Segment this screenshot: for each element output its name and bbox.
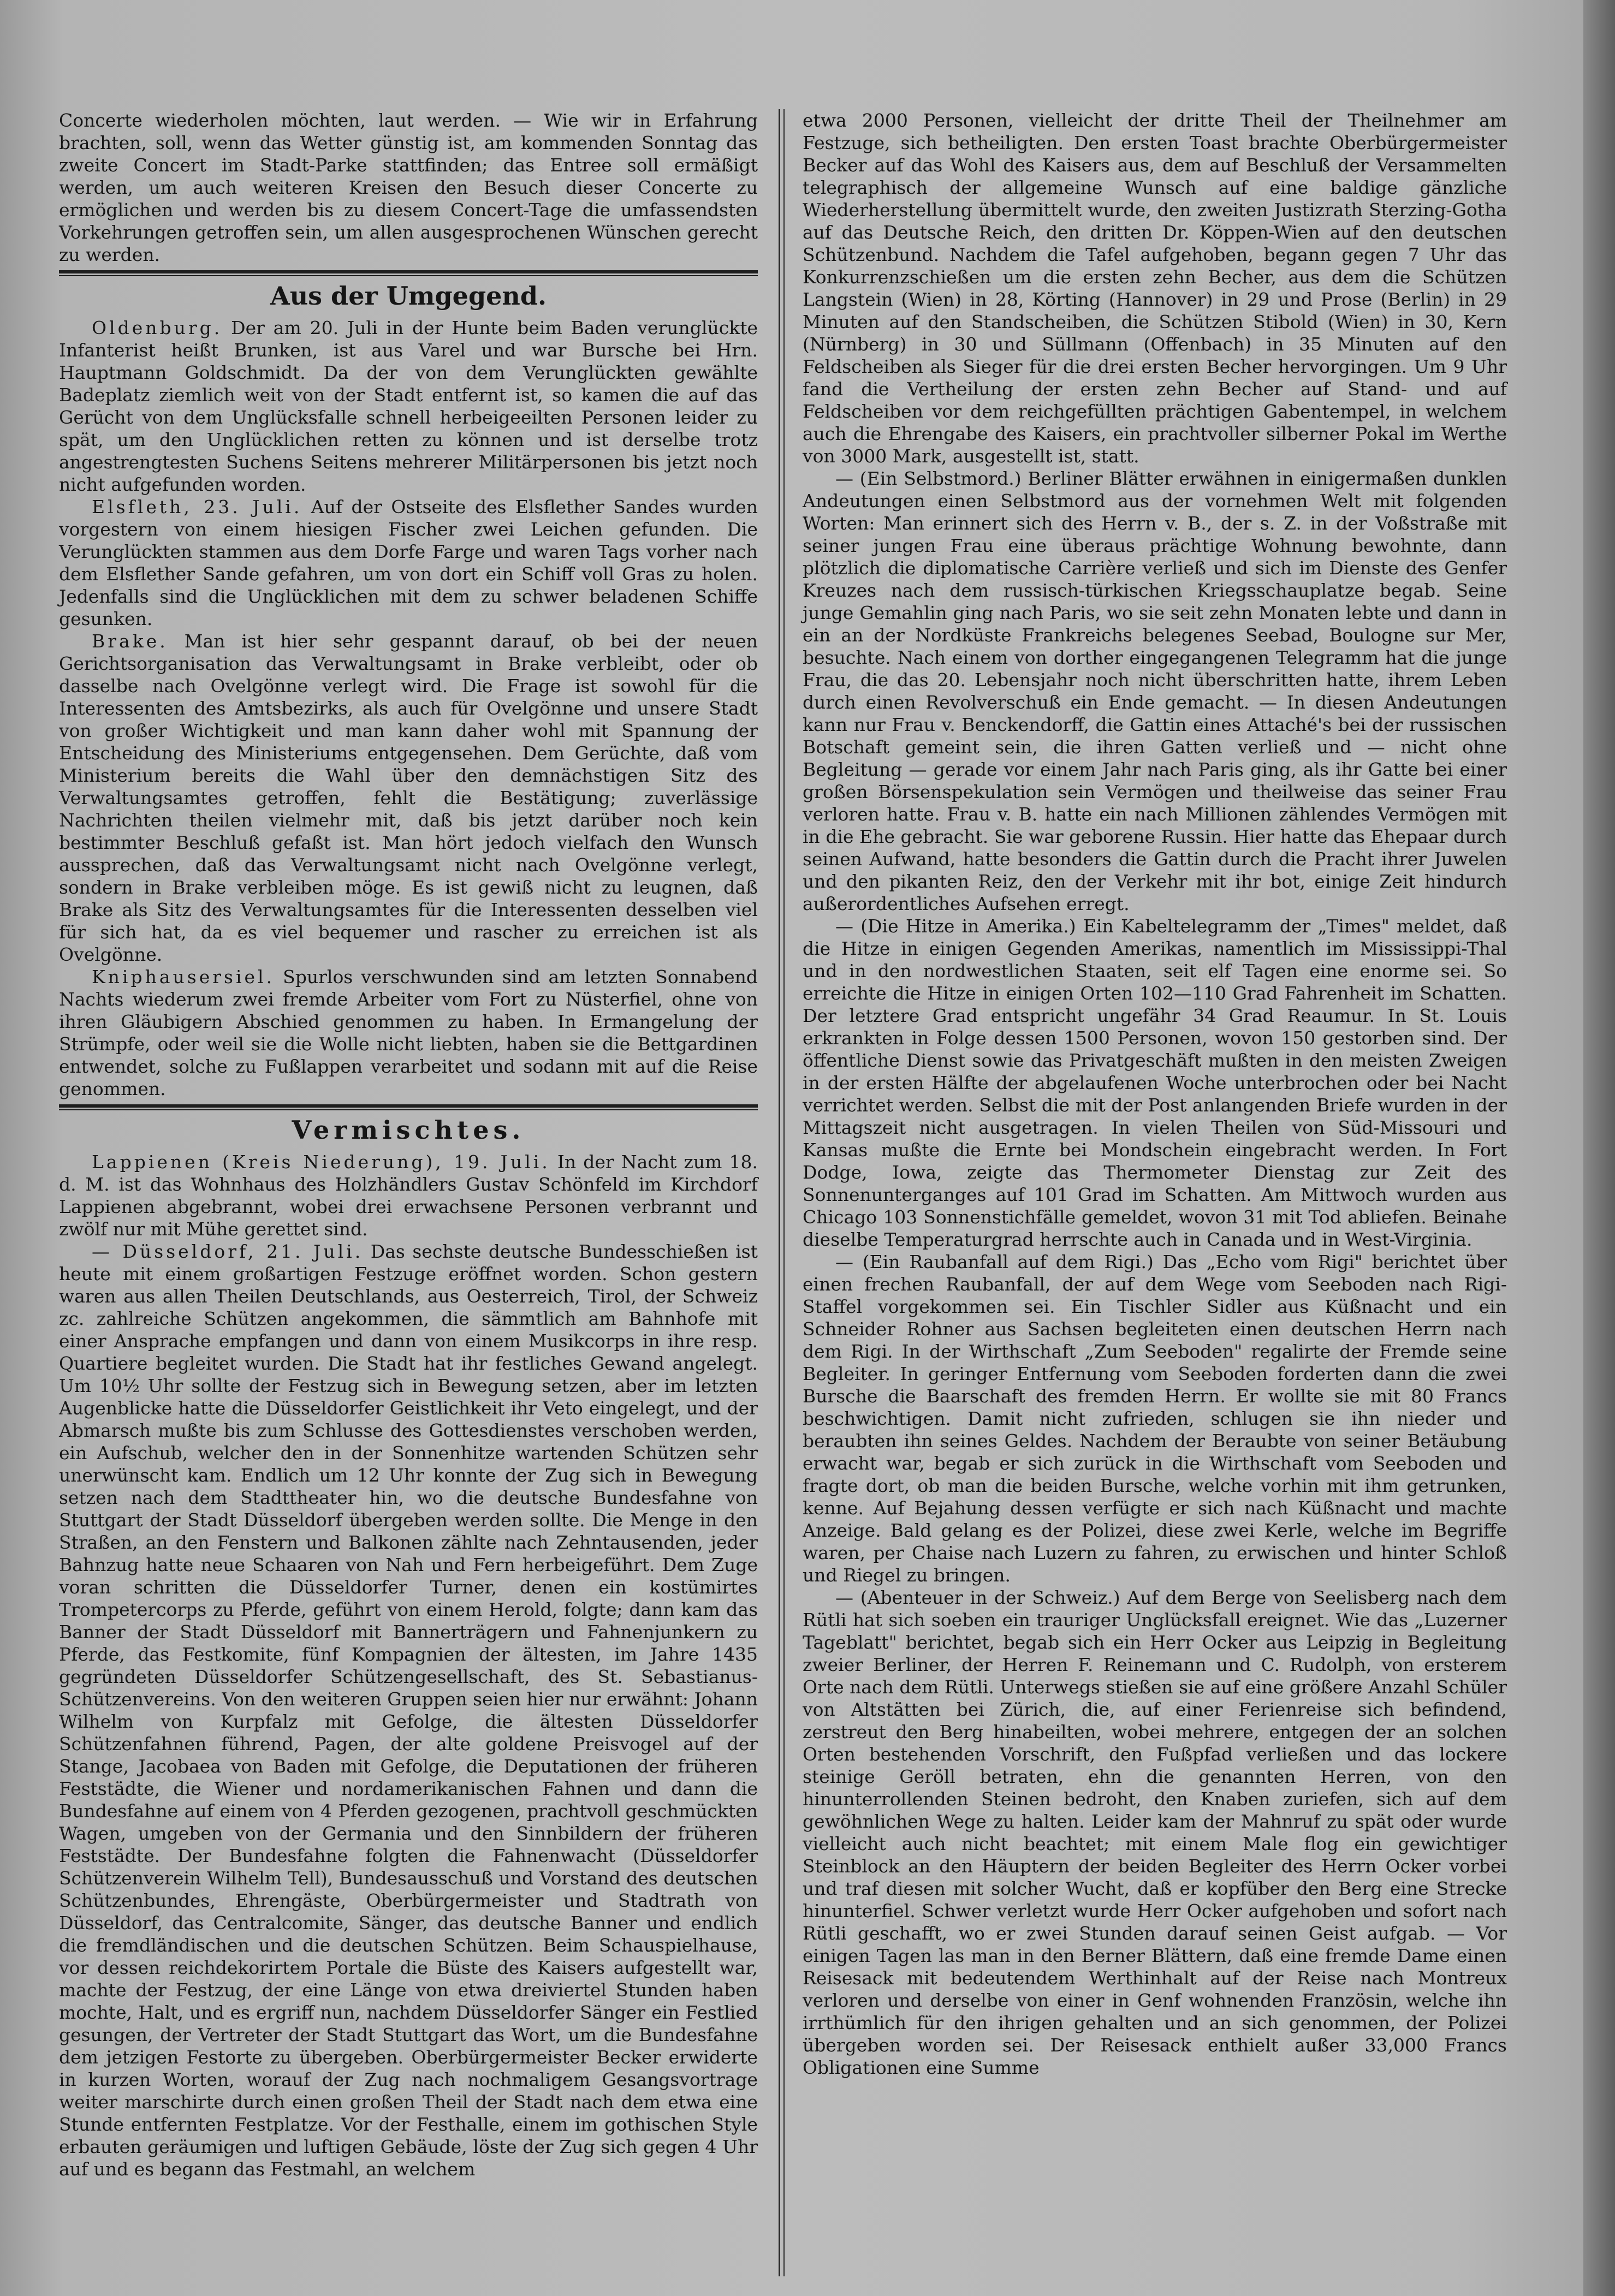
section-rule xyxy=(59,1104,758,1110)
abenteuer-lead: — (Abenteuer in der Schweiz.) xyxy=(835,1587,1120,1608)
hitze-article xyxy=(803,915,1507,1251)
kniphausersiel-dateline: Kniphausersiel. xyxy=(92,966,275,988)
duesseldorf-text: Das sechste deutsche Bundesschießen ist heute mit einem großartigen Festzuge eröffnet worden. Schon gestern waren aus allen Theilen Deutschlands, aus Oesterreich, Tirol, der Schweiz zc. zahlreiche Schützen angekommen, die sämmtlich am Bahnhofe mit einer Ansprache empfangen und dann von einem Musikcorps in ihre resp. Quartiere begleitet wurden. Die Stadt hat ihr festliches Gewand angelegt. Um 10½ Uhr sollte der Festzug sich in Bewegung setzen, aber im letzten Augenblicke hatte die Düsseldorfer Geistlichkeit ihr Veto eingelegt, und der Abmarsch mußte bis zum Schlusse des Gottesdienstes verschoben werden, ein Aufschub, welcher den in der Sonnenhitze wartenden Schützen sehr unerwünscht kam. Endlich um 12 Uhr konnte der Zug sich in Bewegung setzen nach dem Stadttheater hin, wo die deutsche Bundesfahne von Stuttgart der Stadt Düsseldorf übergeben werden sollte. Die Menge in den Straßen, an den Fenstern und Balkonen zählte nach Zehntausenden, jeder Bahnzug hatte neue Schaaren von Nah und Fern herbeigeführt. Dem Zuge voran schritten die Düsseldorfer Turner, denen ein kostümirtes Trompetercorps zu Pferde, geführt von einem Herold, folgte; dann kam das Banner der Stadt Düsseldorf mit Bannerträgern und Fahnenjunkern zu Pferde, das Festkomite, fünf Kompagnien der ältesten, im Jahre 1435 gegründeten Düsseldorfer Schützengesellschaft, des St. Sebastianus-Schützenvereins. Von den weiteren Gruppen seien hier nur erwähnt: Johann Wilhelm von Kurpfalz mit Gefolge, die ältesten Düsseldorfer Schützenfahnen führend, Pagen, der alte goldene Preisvogel auf der Stange, Jacobaea von Baden mit Gefolge, die Deputationen der früheren Feststädte, die Wiener und nordamerikanischen Fahnen und dann die Bundesfahne auf einem von 4 Pferden gezogenen, prachtvoll geschmückten Wagen, umgeben von der Germania und den Sinnbildern der früheren Feststädte. Der Bundesfahne folgten die Fahnenwacht (Düsseldorfer Schützenverein Wilhelm Tell), Bundesausschuß und Vorstand des deutschen Schützenbundes, Ehrengäste, Oberbürgermeister und Stadtrath von Düsseldorf, das Centralcomite, Sänger, das deutsche Banner und endlich die fremdländischen und die deutschen Schützen. Beim Schauspielhause, vor dessen reichdekorirtem Portale die Büste des Kaisers aufgestellt war, machte der Festzug, der eine Länge von etwa dreiviertel Stunden haben mochte, Halt, und es ergriff nun, nachdem Düsseldorfer Sänger ein Festlied gesungen, der Vertreter der Stadt Stuttgart das Wort, um die Bundesfahne dem jetzigen Festorte zu übergeben. Oberbürgermeister Becker erwiderte in kurzen Worten, worauf der Zug nach nochmaligem Gesangsvortrage weiter marschirte durch einen großen Theil der Stadt nach dem etwa eine Stunde entfernten Festplatze. Vor der Festhalle, einem im gothischen Style erbauten geräumigen und luftigen Gebäude, löste der Zug sich gegen 4 Uhr auf und es begann das Festmahl, an welchem xyxy=(59,1241,758,2180)
raubanfall-lead: — (Ein Raubanfall auf dem Rigi.) xyxy=(835,1251,1154,1272)
brake-text: Man ist hier sehr gespannt darauf, ob bei der neuen Gerichtsorganisation das Verwaltungsamt in Brake verbleibt, oder ob dasselbe nach Ovelgönne verlegt wird. Die Frage ist sowohl für die Interessenten des Amtsbezirks, als auch für Ovelgönne und unsere Stadt von großer Wichtigkeit und man kann daher wohl mit Spannung der Entscheidung des Ministeriums entgegensehen. Dem Gerüchte, daß vom Ministerium bereits die Wahl über den demnächstigen Sitz des Verwaltungsamtes getroffen, fehlt die Bestätigung; zuverlässige Nachrichten theilen vielmehr mit, daß bis jetzt darüber noch kein bestimmter Beschluß gefaßt ist. Man hört jedoch vielfach den Wunsch aussprechen, daß das Verwaltungsamt nicht nach Ovelgönne verlegt, sondern in Brake verbleiben möge. Es ist gewiß nicht zu leugnen, daß Brake als Sitz des Verwaltungsamtes für die Interessenten desselben viel für sich hat, da es viel bequemer und rascher zu erreichen ist als Ovelgönne. xyxy=(59,630,758,965)
right-column xyxy=(803,109,1507,2079)
selbstmord-text: Berliner Blätter erwähnen in einigermaßen dunklen Andeutungen einen Selbstmord aus der vornehmen Welt mit folgenden Worten: Man erinnert sich des Herrn v. B., der s. Z. in der Voßstraße mit seiner jungen Frau eine überaus prächtige Wohnung bewohnte, dann plötzlich die diplomatische Carrière verließ und sich im Dienste des Genfer Kreuzes nach dem russisch-türkischen Kriegsschauplatze begab. Seine junge Gemahlin ging nach Paris, wo sie seit zehn Monaten lebte und dann in ein an der Nordküste Frankreichs belegenes Seebad, Boulogne sur Mer, besuchte. Nach einem von dorther eingegangenen Telegramm hat die junge Frau, die das 20. Lebensjahr noch nicht überschritten hatte, ihrem Leben durch einen Revolverschuß ein Ende gemacht. — In diesen Andeutungen kann nur Frau v. Benckendorff, die Gattin eines Attaché's bei der russischen Botschaft gemeint sein, die ihren Gatten verließ und — nicht ohne Begleitung — gerade vor einem Jahr nach Paris ging, als ihr Gatte bei einer großen Börsenspekulation sein Vermögen und theilweise das seiner Frau verloren hatte. Frau v. B. hatte ein nach Millionen zählendes Vermögen mit in die Ehe gebracht. Sie war geborene Russin. Hier hatte das Ehepaar durch seinen Aufwand, hatte besonders die Gattin durch die Pracht ihrer Juwelen und den pikanten Reiz, den der Verkehr mit ihr bot, einige Zeit hindurch außerordentliches Aufsehen erregt. xyxy=(803,468,1507,914)
festmahl-paragraph: etwa 2000 Personen, vielleicht der dritte Theil der Theilnehmer am Festzuge, sich betheiligten. Den ersten Toast brachte Oberbürgermeister Becker auf das Wohl des Kaisers aus, dem auf Beschluß der Versammelten telegraphisch der allgemeine Wunsch auf eine baldige gänzliche Wiederherstellung übermittelt wurde, den zweiten Justizrath Sterzing-Gotha auf das Deutsche Reich, den dritten Dr. Köppen-Wien auf den deutschen Schützenbund. Nachdem die Tafel aufgehoben, begann gegen 7 Uhr das Konkurrenzschießen um die ersten zehn Becher, aus dem die Schützen Langstein (Wien) in 28, Körting (Hannover) in 29 und Prose (Berlin) in 29 Minuten auf den Standscheiben, die Schützen Stibold (Wien) in 30, Kern (Nürnberg) in 30 und Süllmann (Offenbach) in 35 Minuten auf den Feldscheiben als Sieger für die drei ersten Becher hervorgingen. Um 9 Uhr fand die Vertheilung der ersten zehn Becher auf Stand- und auf Feldscheiben vor dem reichgefüllten prächtigen Gabentempel, in welchem auch die Ehrengabe des Kaisers, ein prachtvoller silberner Pokal im Werthe von 3000 Mark, ausgestellt ist, statt. xyxy=(803,110,1507,467)
elsfleth-dateline: Elsfleth, 23. Juli. xyxy=(92,496,302,518)
vermischtes-heading: Vermischtes. xyxy=(292,1115,525,1145)
lappienen-dateline: Lappienen (Kreis Niederung), 19. Juli. xyxy=(92,1151,550,1173)
selbstmord-article xyxy=(803,467,1507,915)
duesseldorf-dateline: — Düsseldorf, 21. Juli. xyxy=(92,1241,364,1262)
oldenburg-dateline: Oldenburg. xyxy=(92,317,223,338)
raubanfall-article xyxy=(803,1251,1507,1586)
left-column xyxy=(59,109,758,2180)
lappienen-article xyxy=(59,1151,758,1240)
elsfleth-text: Auf der Ostseite des Elsflether Sandes wurden vorgestern von einem hiesigen Fischer zwei Leichen gefunden. Die Verunglückten stammen aus dem Dorfe Farge und waren Tags vorher nach dem Elsflether Sande gefahren, um von dort ein Schiff voll Gras zu holen. Jedenfalls sind die Unglücklichen mit dem zu schwer beladenen Schiffe gesunken. xyxy=(59,496,758,629)
abenteuer-article xyxy=(803,1586,1507,2079)
abenteuer-text: Auf dem Berge von Seelisberg nach dem Rütli hat sich soeben ein trauriger Unglücksfall ereignet. Wie das „Luzerner Tageblatt" berichtet, begab sich ein Herr Ocker aus Leipzig in Begleitung zweier Berliner, der Herren F. Reinemann und C. Rudolph, von ersterem Orte nach dem Rütli. Unterwegs stießen sie auf eine größere Anzahl Schüler von Altstätten bei Zürich, die, auf einer Ferienreise sich befindend, zerstreut den Berg hinabeilten, wobei mehrere, entgegen der an solchen Orten bestehenden Vorschrift, den Fußpfad verließen und das lockere steinige Geröll betraten, ehn die genannten Herren, von den hinunterrollenden Steinen bedroht, den Knaben zuriefen, sich auf dem gewöhnlichen Wege zu halten. Leider kam der Mahnruf zu spät oder wurde vielleicht auch nicht beachtet; mit einem Male flog ein gewichtiger Steinblock an den Häuptern der beiden Begleiter des Herrn Ocker vorbei und traf diesen mit solcher Wucht, daß er kopfüber den Berg eine Strecke hinunterfiel. Schwer verletzt wurde Herr Ocker aufgehoben und sofort nach Rütli geschafft, wo er zwei Stunden darauf seinen Geist aufgab. — Vor einigen Tagen las man in den Berner Blättern, daß eine fremde Dame einen Reisesack mit bedeutendem Werthinhalt auf der Reise nach Montreux verloren und derselbe von einer in Genf wohnenden Französin, welche ihn irrthümlich für den ihrigen gehalten und an sich genommen, der Polizei übergeben worden sei. Der Reisesack enthielt außer 33,000 Francs Obligationen eine Summe xyxy=(803,1587,1507,2078)
hitze-text: Ein Kabeltelegramm der „Times" meldet, daß die Hitze in einigen Gegenden Amerikas, namentlich im Mississippi-Thal und in den nordwestlichen Staaten, seit elf Tagen eine enorme sei. So erreichte die Hitze in einigen Orten 102—110 Grad Fahrenheit im Schatten. Der letztere Grad entspricht ungefähr 34 Grad Reaumur. In St. Louis erkrankten in Folge dessen 1500 Personen, wovon 150 gestorben sind. Der öffentliche Dienst sowie das Privatgeschäft mußten in den meisten Zweigen in der ersten Hälfte der abgelaufenen Woche unterbrochen oder bei Nacht verrichtet werden. Selbst die mit der Post anlangenden Briefe wurden in der Mittagszeit nicht ausgetragen. In vielen Theilen von Süd-Missouri und Kansas mußte die Ernte bei Mondschein eingebracht werden. In Fort Dodge, Iowa, zeigte das Thermometer Dienstag zur Zeit des Sonnenunterganges auf 101 Grad im Schatten. Am Mittwoch wurden aus Chicago 103 Sonnenstichfälle gemeldet, wovon 31 mit Tod abliefen. Beinahe dieselbe Temperaturgrad herrschte auch in Canada und in West-Virginia. xyxy=(803,915,1507,1250)
elsfleth-article xyxy=(59,496,758,630)
column-divider xyxy=(779,109,785,2276)
kniphausersiel-text: Spurlos verschwunden sind am letzten Sonnabend Nachts wiederum zwei fremde Arbeiter vom Fort zu Nüsterfiel, ohne von ihren Gläubigern Abschied genommen zu haben. In Ermangelung der Strümpfe, oder weil sie die Wolle nicht liebten, haben sie die Bettgardinen entwendet, solche zu Fußlappen verarbeitet und sodann mit auf die Reise genommen. xyxy=(59,966,758,1099)
hitze-lead: — (Die Hitze in Amerika.) xyxy=(835,915,1076,937)
raubanfall-text: Das „Echo vom Rigi" berichtet über einen frechen Raubanfall, der auf dem Wege vom Seeboden nach Rigi-Staffel vorgekommen sei. Ein Tischler Sidler aus Küßnacht und ein Schneider Rohner aus Sachsen begleiteten einen deutschen Herrn nach dem Rigi. In der Wirthschaft „Zum Seeboden" regalirte der Fremde seine Begleiter. In geringer Entfernung vom Seeboden forderten dann die zwei Bursche die Baarschaft des fremden Herrn. Er wollte sie mit 80 Francs beschwichtigen. Damit nicht zufrieden, schlugen sie ihn nieder und beraubten ihn seines Geldes. Nachdem der Beraubte von seiner Betäubung erwacht war, begab er sich zurück in die Wirthschaft vom Seeboden und fragte dort, ob man die beiden Bursche, welche vorhin mit ihm getrunken, kenne. Auf Bejahung dessen verfügte er sich nach Küßnacht und machte Anzeige. Bald gelang es der Polizei, diese zwei Kerle, welche im Begriffe waren, per Chaise nach Luzern zu fahren, zu erwischen und hinter Schloß und Riegel zu bringen. xyxy=(803,1251,1507,1586)
brake-article xyxy=(59,630,758,966)
page-edge-shadow xyxy=(1583,0,1615,2296)
duesseldorf-article xyxy=(59,1240,758,2180)
selbstmord-lead: — (Ein Selbstmord.) xyxy=(835,468,1022,489)
kniphausersiel-article xyxy=(59,966,758,1100)
brake-dateline: Brake. xyxy=(92,630,168,652)
oldenburg-article xyxy=(59,317,758,496)
oldenburg-text: Der am 20. Juli in der Hunte beim Baden verunglückte Infanterist heißt Brunken, ist aus Varel und war Bursche bei Hrn. Hauptmann Goldschmidt. Da der von dem Verunglückten gewählte Badeplatz ziemlich weit von der Stadt entfernt ist, so kamen die auf das Gerücht von dem Unglücksfalle schnell herbeigeeilten Personen leider zu spät, um den Unglücklichen retten zu können und ist derselbe trotz angestrengtesten Suchens Seitens mehrerer Militärpersonen bis jetzt noch nicht aufgefunden worden. xyxy=(59,317,758,495)
concerte-paragraph: Concerte wiederholen möchten, laut werden. — Wie wir in Erfahrung brachten, soll, wenn das Wetter günstig ist, am kommenden Sonntag das zweite Concert im Stadt-Parke stattfinden; das Entree soll ermäßigt werden, um auch weiteren Kreisen den Besuch dieser Concerte zu ermöglichen und werden bis zu diesem Concert-Tage die umfassendsten Vorkehrungen getroffen sein, um allen ausgesprochenen Wünschen gerecht zu werden. xyxy=(59,110,758,265)
umgegend-heading: Aus der Umgegend. xyxy=(270,281,547,311)
section-rule xyxy=(59,270,758,276)
lappienen-text: In der Nacht zum 18. d. M. ist das Wohnhaus des Holzhändlers Gustav Schönfeld im Kirchdorf Lappienen abgebrannt, wobei drei erwachsene Personen verbrannt und zwölf nur mit Mühe gerettet sind. xyxy=(59,1151,758,1240)
